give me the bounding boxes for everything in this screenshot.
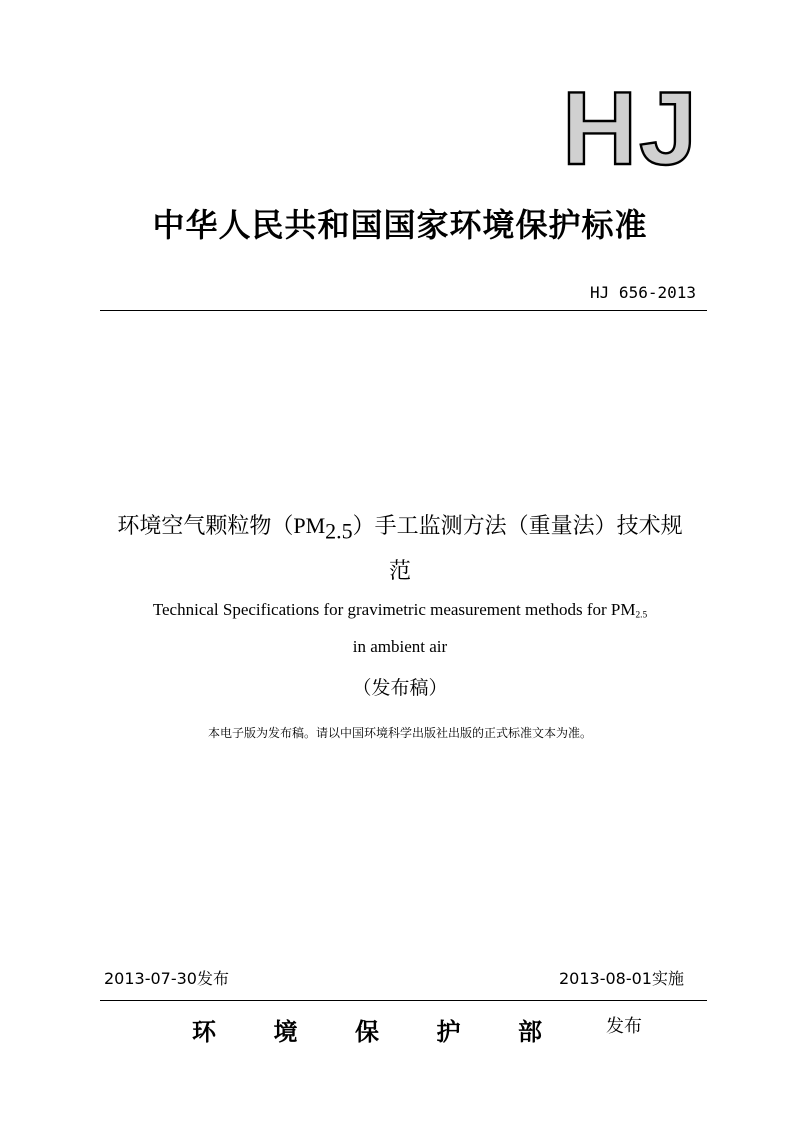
standard-number: HJ 656-2013: [590, 283, 696, 302]
issuer-char: 环: [192, 1017, 216, 1046]
chinese-title: [110, 506, 690, 592]
zh-title-suffix: ）手工监测方法（重量法）技术规范: [352, 514, 683, 584]
en-title-line2: in ambient air: [352, 637, 448, 657]
release-date: 2013-07-30发布: [104, 969, 229, 988]
en-title-line1: Technical Specifications for gravimetric measurement methods for PM: [152, 600, 636, 619]
issuer-char: 境: [273, 1017, 298, 1046]
header-divider: [100, 310, 707, 311]
issue-word: 发布: [606, 1016, 642, 1037]
draft-status: （发布稿）: [352, 677, 448, 699]
issuing-authority: [192, 1012, 542, 1046]
standard-category-title: 中华人民共和国国家环境保护标准: [152, 206, 648, 244]
effective-date: 2013-08-01实施: [559, 969, 684, 988]
issuer-char: 保: [355, 1017, 379, 1046]
zh-title-pm-subscript: 2.5: [325, 518, 353, 544]
edition-note: 本电子版为发布稿。请以中国环境科学出版社出版的正式标准文本为准。: [207, 726, 592, 740]
issuer-char: 护: [436, 1017, 461, 1046]
hj-logo: [560, 78, 710, 168]
issuer-char: 部: [518, 1017, 542, 1046]
en-title-pm-subscript: 2.5: [635, 610, 648, 621]
zh-title-prefix: 环境空气颗粒物（: [117, 514, 294, 539]
english-title: [60, 594, 740, 662]
zh-title-pm: PM: [293, 513, 326, 538]
footer-divider: [100, 1000, 707, 1001]
hj-logo-text: HJ: [562, 78, 699, 168]
